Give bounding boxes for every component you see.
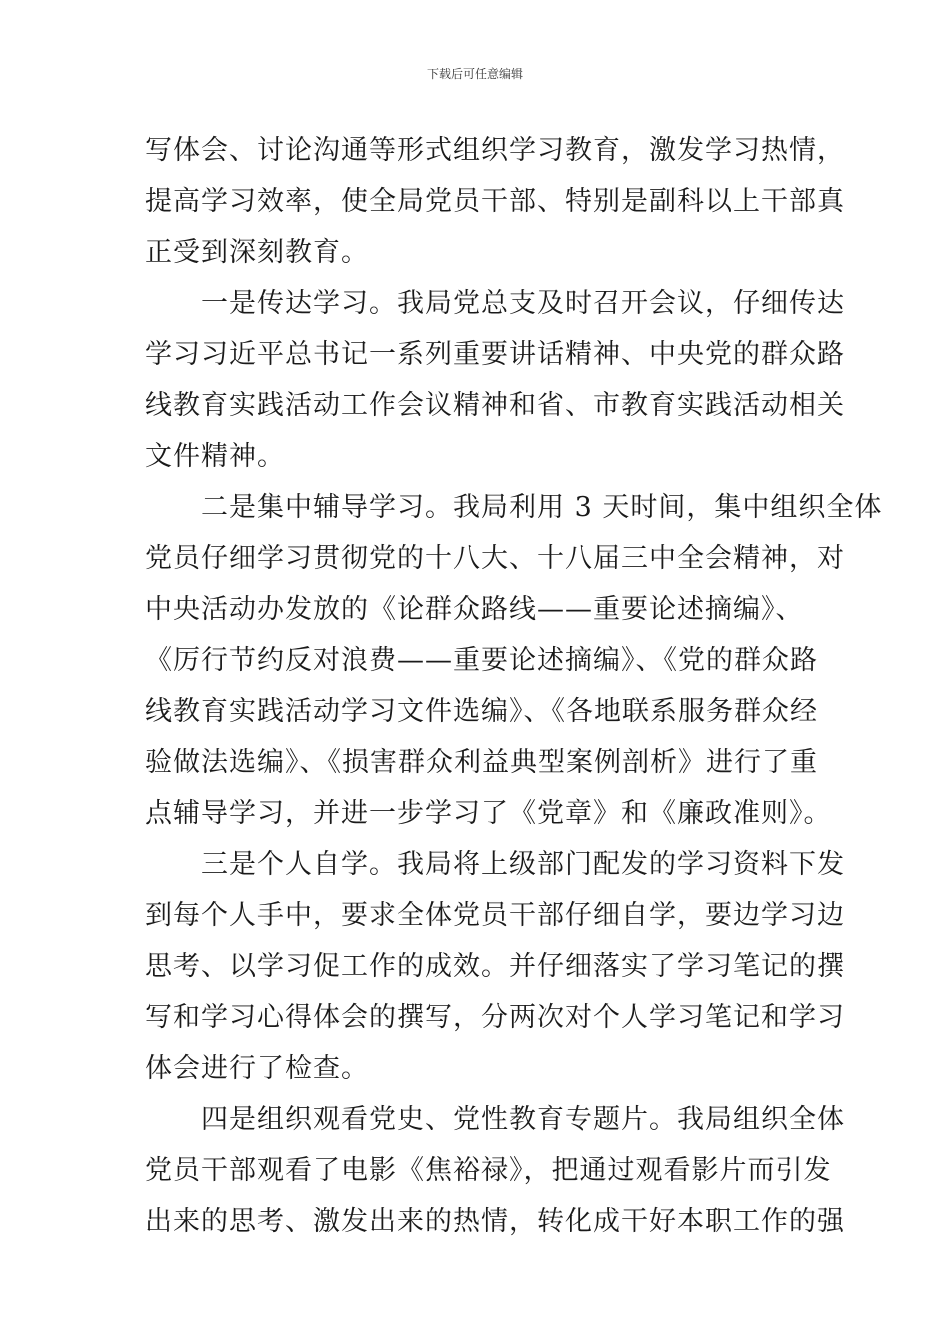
text-line: 验做法选编》、《损害群众利益典型案例剖析》进行了重 [145, 747, 818, 778]
text-line: 提高学习效率，使全局党员干部、特别是副科以上干部真 [145, 186, 845, 217]
text-line: 思考、以学习促工作的成效。并仔细落实了学习笔记的撰 [145, 951, 845, 982]
paragraph-start-line: 二是集中辅导学习。我局利用 3 天时间，集中组织全体 [201, 492, 883, 523]
text-line: 党员干部观看了电影《焦裕禄》，把通过观看影片而引发 [145, 1155, 832, 1186]
text-line: 点辅导学习，并进一步学习了《党章》和《廉政准则》。 [145, 798, 832, 829]
text-line: 文件精神。 [145, 441, 285, 472]
text-line: 学习习近平总书记一系列重要讲话精神、中央党的群众路 [145, 339, 845, 370]
text-line: 《厉行节约反对浪费——重要论述摘编》、《党的群众路 [145, 645, 818, 676]
text-line: 写和学习心得体会的撰写，分两次对个人学习笔记和学习 [145, 1002, 845, 1033]
text-line: 线教育实践活动工作会议精神和省、市教育实践活动相关 [145, 390, 845, 421]
text-line: 线教育实践活动学习文件选编》、《各地联系服务群众经 [145, 696, 818, 727]
text-line: 到每个人手中，要求全体党员干部仔细自学，要边学习边 [145, 900, 845, 931]
paragraph-start-line: 四是组织观看党史、党性教育专题片。我局组织全体 [201, 1104, 845, 1135]
page-header: 下载后可任意编辑 [426, 67, 523, 81]
paragraph-start-line: 一是传达学习。我局党总支及时召开会议，仔细传达 [201, 288, 845, 319]
text-line: 党员仔细学习贯彻党的十八大、十八届三中全会精神，对 [145, 543, 845, 574]
document-body [145, 125, 883, 1247]
text-line: 体会进行了检查。 [145, 1053, 369, 1084]
paragraph-start-line: 三是个人自学。我局将上级部门配发的学习资料下发 [201, 849, 845, 880]
text-line: 中央活动办发放的《论群众路线——重要论述摘编》、 [145, 594, 804, 625]
text-line: 写体会、讨论沟通等形式组织学习教育，激发学习热情， [145, 135, 845, 166]
text-line: 正受到深刻教育。 [145, 237, 369, 268]
text-line: 出来的思考、激发出来的热情，转化成干好本职工作的强 [145, 1206, 845, 1237]
